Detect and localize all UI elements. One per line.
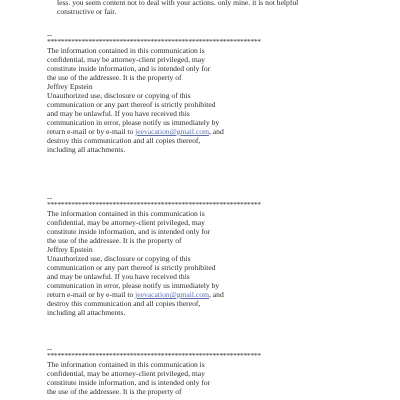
disclaimer-line: The information contained in this communication is — [47, 360, 205, 369]
disclaimer-line: including all attachments. — [47, 145, 126, 154]
disclaimer-text: return e-mail or by e-mail to — [47, 127, 136, 136]
disclaimer-email-line — [47, 290, 224, 299]
star-divider: ************************************************************** — [47, 200, 261, 209]
disclaimer-line: communication or any part thereof is strictly prohibited — [47, 263, 216, 272]
disclaimer-line: the use of the addressee. It is the property of — [47, 387, 182, 396]
disclaimer-line: The information contained in this communication is — [47, 209, 205, 218]
message-line: less. you seem content not to deal with your actions. only mine. it is not helpful — [57, 0, 299, 7]
disclaimer-line: Unauthorized use, disclosure or copying of this — [47, 91, 191, 100]
disclaimer-line: constitute inside information, and is intended only for — [47, 378, 211, 387]
signature-separator: -- — [47, 30, 53, 39]
email-link[interactable]: jeevacation@gmail.com — [135, 127, 209, 136]
disclaimer-line: including all attachments. — [47, 308, 126, 317]
disclaimer-line: communication or any part thereof is strictly prohibited — [47, 100, 216, 109]
disclaimer-email-line — [47, 127, 224, 136]
disclaimer-line: and may be unlawful. If you have received this — [47, 109, 190, 118]
disclaimer-owner: Jeffrey Epstein — [47, 245, 93, 254]
disclaimer-line: communication in error, please notify us immediately by — [47, 281, 220, 290]
disclaimer-line: confidential, may be attorney-client privileged, may — [47, 369, 205, 378]
disclaimer-line: and may be unlawful. If you have received this — [47, 272, 190, 281]
disclaimer-line: confidential, may be attorney-client privileged, may — [47, 55, 205, 64]
star-divider: ************************************************************** — [47, 351, 261, 360]
disclaimer-line: Unauthorized use, disclosure or copying of this — [47, 254, 191, 263]
disclaimer-line: confidential, may be attorney-client privileged, may — [47, 218, 205, 227]
star-divider: ************************************************************** — [47, 37, 261, 46]
disclaimer-owner: Jeffrey Epstein — [47, 82, 93, 91]
disclaimer-text: , and — [208, 290, 224, 299]
disclaimer-line: destroy this communication and all copies thereof, — [47, 136, 201, 145]
disclaimer-line: The information contained in this communication is — [47, 46, 205, 55]
signature-separator: -- — [47, 344, 53, 353]
disclaimer-line: communication in error, please notify us immediately by — [47, 118, 220, 127]
disclaimer-line: constitute inside information, and is intended only for — [47, 227, 211, 236]
disclaimer-line: the use of the addressee. It is the property of — [47, 73, 182, 82]
disclaimer-line: constitute inside information, and is intended only for — [47, 64, 211, 73]
disclaimer-line: the use of the addressee. It is the property of — [47, 236, 182, 245]
signature-separator: -- — [47, 193, 53, 202]
disclaimer-line: destroy this communication and all copies thereof, — [47, 299, 201, 308]
email-link[interactable]: jeevacation@gmail.com — [135, 290, 209, 299]
disclaimer-text: , and — [208, 127, 224, 136]
disclaimer-text: return e-mail or by e-mail to — [47, 290, 136, 299]
message-line: constructive or fair. — [57, 7, 117, 16]
